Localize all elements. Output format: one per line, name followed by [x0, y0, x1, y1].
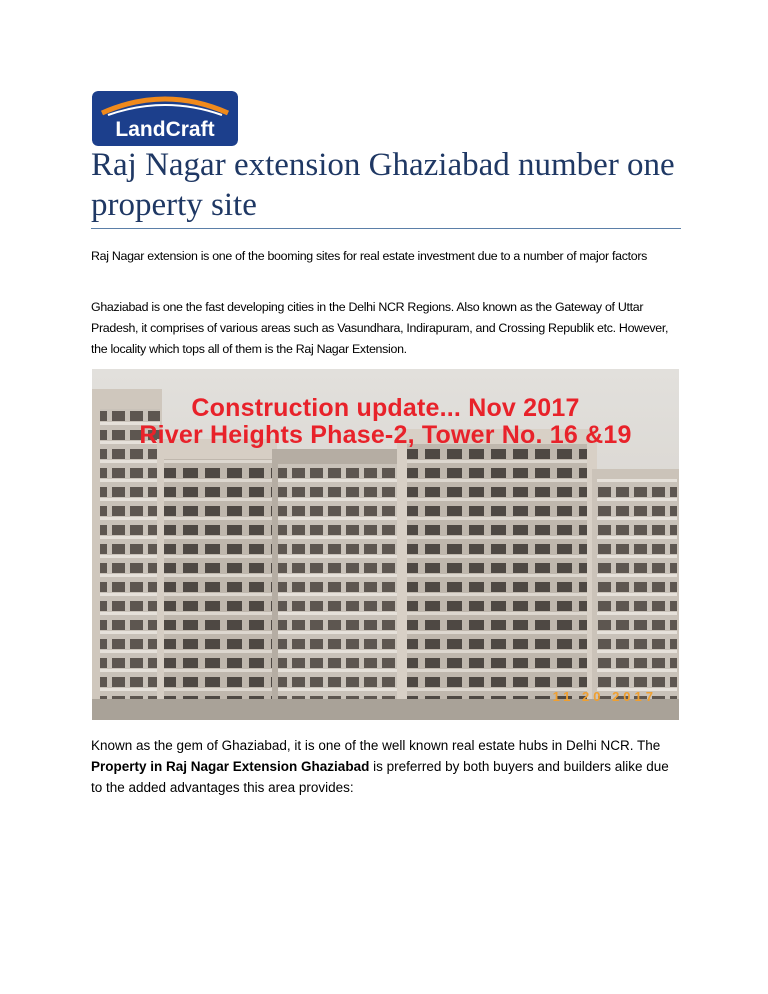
ghaziabad-paragraph: Ghaziabad is one the fast developing cities in the Delhi NCR Regions. Also known as the Gateway of Uttar Pradesh, it comprises of various areas such as Vasundhara, Indirapuram, and Crossing Republik etc. However, the locality which tops all of them is the Raj Nagar Extension. [91, 300, 669, 356]
construction-photo [92, 369, 679, 720]
title-underline [91, 228, 681, 229]
gem-text-start: Known as the gem of Ghaziabad, it is one of the well known real estate hubs in Delhi NCR. The [91, 738, 661, 753]
page-title: Raj Nagar extension Ghaziabad number one property site [91, 147, 675, 223]
photo-caption-line2: River Heights Phase-2, Tower No. 16 &19 [139, 421, 632, 449]
landcraft-logo [92, 91, 238, 146]
gem-paragraph [91, 735, 683, 798]
logo-text: LandCraft [115, 118, 215, 141]
photo-date-stamp: 11 20 2017 [552, 689, 657, 704]
property-keyword-bold: Property in Raj Nagar Extension Ghaziabad [91, 759, 370, 774]
intro-paragraph: Raj Nagar extension is one of the booming sites for real estate investment due to a number of major factors [91, 249, 648, 263]
photo-caption-line1: Construction update... Nov 2017 [191, 394, 580, 422]
gem-text-end: is preferred by both buyers and builders alike due to the added advantages this area provides: [91, 759, 669, 795]
